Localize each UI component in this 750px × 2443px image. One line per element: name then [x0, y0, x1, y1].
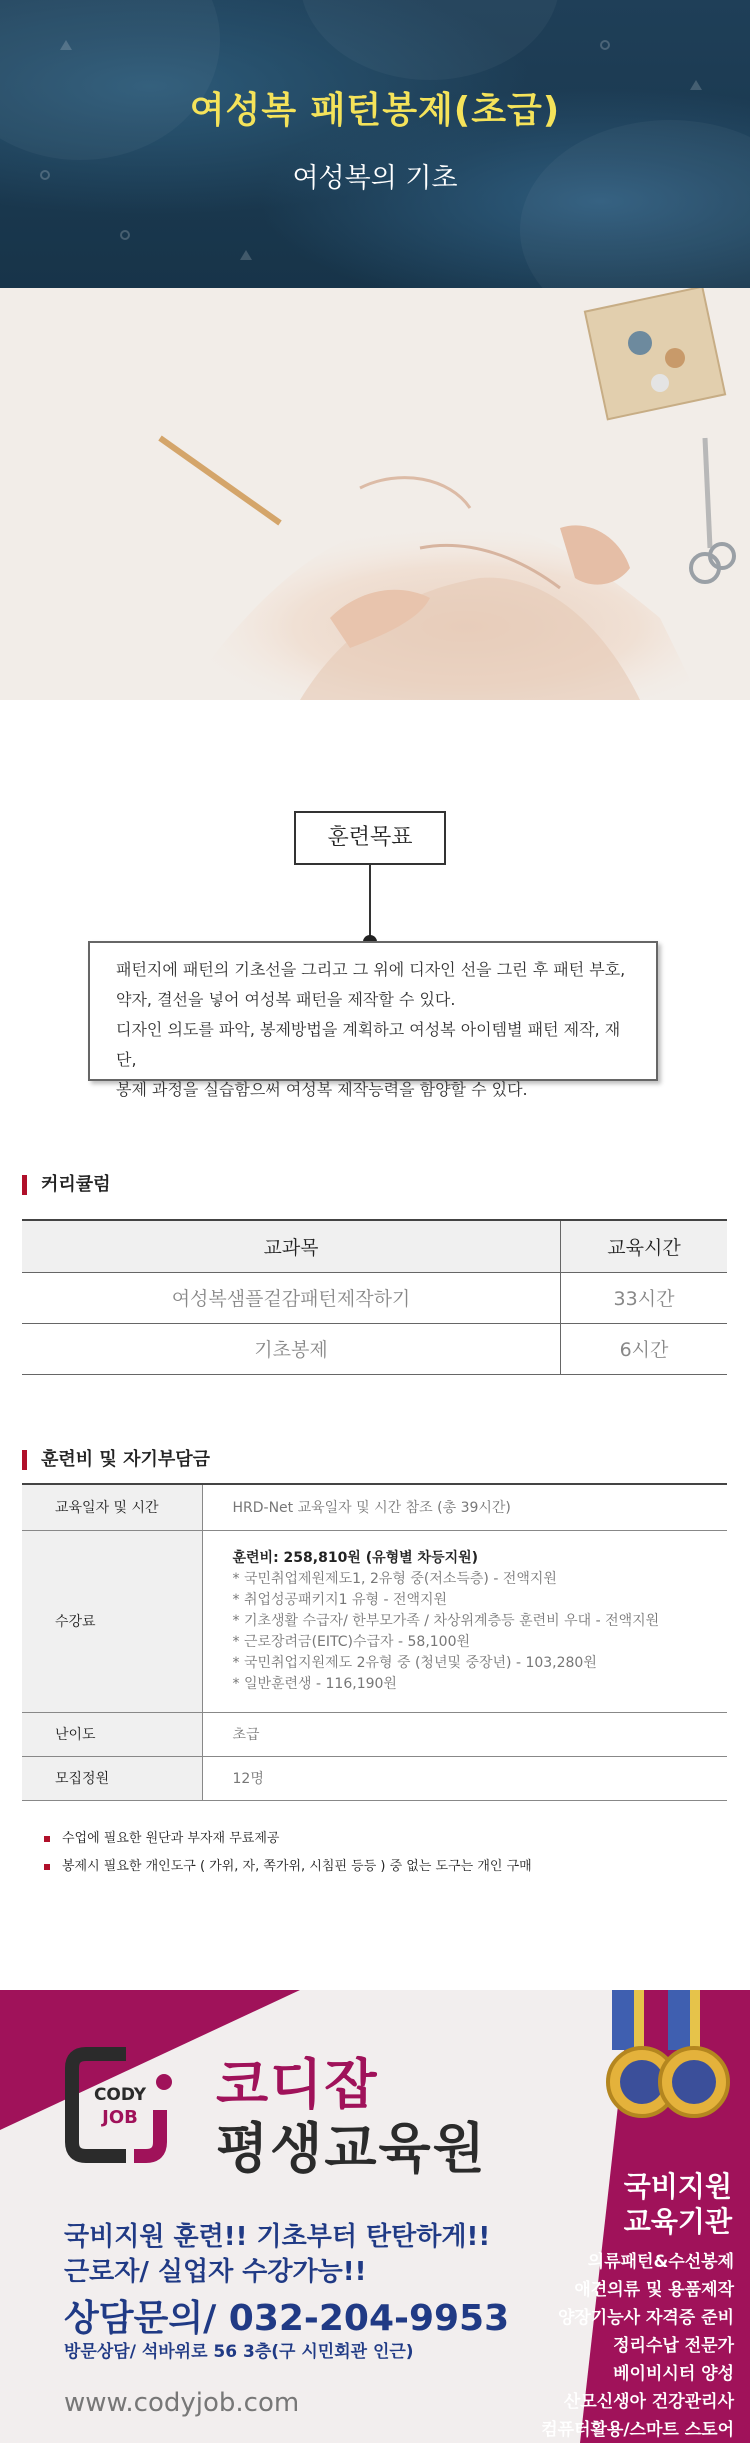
gov-support-label: 국비지원 — [623, 2170, 732, 2203]
table-row — [22, 1712, 727, 1756]
table-row — [22, 1484, 727, 1530]
note-item: 수업에 필요한 원단과 부자재 무료제공 — [44, 1825, 532, 1853]
goals-heading: 훈련목표 — [294, 811, 446, 865]
table-row — [22, 1323, 727, 1374]
hours-cell: 33시간 — [561, 1272, 728, 1323]
table-row — [22, 1756, 727, 1800]
hero-header — [0, 0, 750, 288]
promo-line-1: 국비지원 훈련!! 기초부터 탄탄하게!! — [64, 2222, 491, 2252]
fee-line: * 일반훈련생 - 116,190원 — [232, 1675, 397, 1692]
row-value: HRD-Net 교육일자 및 시간 참조 (총 39시간) — [202, 1484, 727, 1530]
brand-name: 코디잡 — [216, 2053, 379, 2116]
page-title: 여성복 패턴봉제(초급) — [189, 90, 561, 131]
note-item: 봉제시 필요한 개인도구 ( 가위, 자, 쪽가위, 시침핀 등등 ) 중 없는 도구는 개인 구매 — [44, 1853, 532, 1881]
course-item: 애견의류 및 용품제작 — [574, 2280, 734, 2300]
table-row — [22, 1530, 727, 1712]
hero-blob — [520, 120, 750, 288]
course-item: 정리수납 전문가 — [613, 2336, 734, 2356]
visit-address: 방문상담/ 석바위로 56 3층(구 시민회관 인근) — [64, 2342, 414, 2362]
triangle-icon — [60, 40, 72, 50]
course-item: 산모신생아 건강관리사 — [563, 2392, 734, 2412]
goal-line-3: 디자인 의도를 파악, 봉제방법을 계획하고 여성복 아이템별 패턴 제작, 재단, — [116, 1020, 621, 1069]
table-row — [22, 1272, 727, 1323]
goal-line-2: 약자, 결선을 넣어 여성복 패턴을 제작할 수 있다. — [116, 990, 456, 1009]
notes-list — [44, 1825, 532, 1881]
ring-icon — [600, 40, 610, 50]
page-subtitle: 여성복의 기초 — [292, 163, 458, 194]
course-item: 의류패턴&수선봉제 — [587, 2252, 734, 2272]
goal-line-4: 봉제 과정을 실습함으써 여성복 제작능력을 함양할 수 있다. — [116, 1080, 528, 1099]
triangle-icon — [240, 250, 252, 260]
academy-banner — [0, 1990, 750, 2443]
row-value: 12명 — [202, 1756, 727, 1800]
ring-icon — [120, 230, 130, 240]
goal-line-1: 패턴지에 패턴의 기초선을 그리고 그 위에 디자인 선을 그린 후 패턴 부호, — [116, 960, 626, 979]
course-list — [541, 2248, 734, 2443]
row-value — [202, 1530, 727, 1712]
logo-text-top: CODY — [93, 2085, 147, 2105]
subject-cell: 여성복샘플겉감패턴제작하기 — [22, 1272, 561, 1323]
row-value: 초급 — [202, 1712, 727, 1756]
fee-line: * 취업성공패키지1 유형 - 전액지원 — [232, 1591, 448, 1608]
website-link[interactable]: www.codyjob.com — [64, 2388, 300, 2418]
goals-description — [88, 941, 658, 1099]
fee-line: * 국민취업제원제도1, 2유형 중(저소득층) - 전액지원 — [232, 1570, 557, 1587]
row-label: 교육일자 및 시간 — [22, 1484, 202, 1530]
row-label: 모집정원 — [22, 1756, 202, 1800]
hours-cell: 6시간 — [561, 1323, 728, 1374]
curriculum-table — [22, 1219, 727, 1375]
row-label: 수강료 — [22, 1530, 202, 1712]
brand-subname: 평생교육원 — [216, 2117, 487, 2180]
medal-icon — [598, 1990, 738, 2140]
fees-table — [22, 1483, 727, 1801]
logo-text-bottom: JOB — [102, 2107, 138, 2128]
row-label: 난이도 — [22, 1712, 202, 1756]
sewing-photo — [0, 288, 750, 700]
fee-list — [233, 1540, 728, 1703]
contact-phone[interactable]: 상담문의/ 032-204-9953 — [64, 2298, 510, 2339]
column-header-subject: 교과목 — [22, 1220, 561, 1272]
table-header-row — [22, 1220, 727, 1272]
fee-line: 훈련비: 258,810원 (유형별 차등지원) — [232, 1549, 479, 1566]
codyjob-logo — [64, 2046, 184, 2164]
course-item: 베이비시터 양성 — [613, 2364, 734, 2384]
subject-cell: 기초봉제 — [22, 1323, 561, 1374]
connector-line — [369, 865, 371, 941]
curriculum-heading: 커리큘럼 — [22, 1175, 111, 1195]
fees-heading: 훈련비 및 자기부담금 — [22, 1450, 210, 1470]
institution-label: 교육기관 — [623, 2205, 732, 2238]
fee-line: * 근로장려금(EITC)수급자 - 58,100원 — [232, 1633, 471, 1650]
course-item: 컴퓨터활용/스마트 스토어 — [541, 2420, 734, 2440]
column-header-hours: 교육시간 — [561, 1220, 728, 1272]
hero-blob — [300, 0, 560, 80]
hero-blob — [0, 0, 220, 160]
fee-line: * 국민취업지원제도 2유형 중 (청년및 중장년) - 103,280원 — [232, 1654, 597, 1671]
fee-line: * 기초생활 수급자/ 한부모가족 / 차상위계층등 훈련비 우대 - 전액지원 — [232, 1612, 660, 1629]
promo-line-2: 근로자/ 실업자 수강가능!! — [64, 2257, 367, 2287]
course-item: 양장기능사 자격증 준비 — [557, 2308, 734, 2328]
